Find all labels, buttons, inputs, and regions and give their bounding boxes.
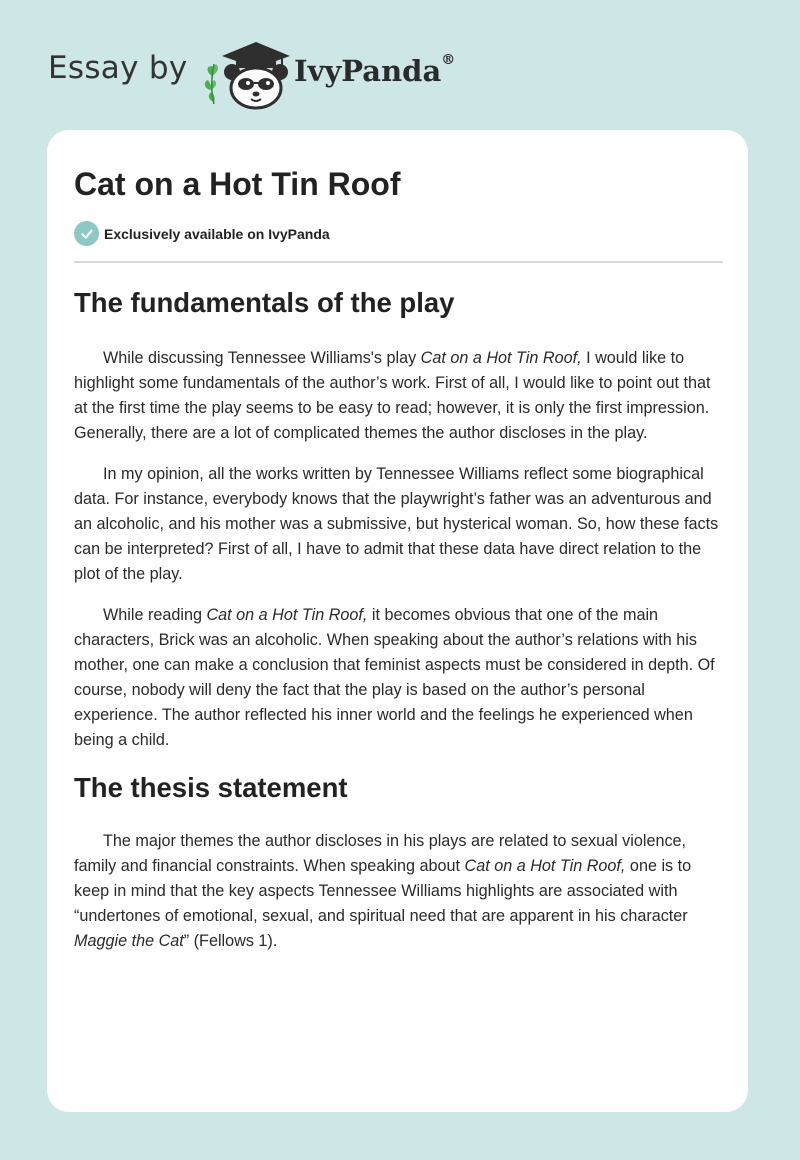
character-name: Maggie the Cat [74,932,184,950]
paragraph: The major themes the author discloses in his plays are related to sexual violence, family and financial constraints. When speaking about Cat on a Hot Tin Roof, one is to keep in mind that the key aspects Tennessee Williams highlights are associated with “undertones of emotional, sexual, and spiritual need that are apparent in his character Maggie the Cat” (Fellows 1). [74,832,692,950]
play-title: Cat on a Hot Tin Roof, [464,857,626,875]
section-heading: The thesis statement [74,772,348,803]
check-icon [74,221,99,246]
paragraph: While discussing Tennessee Williams's play Cat on a Hot Tin Roof, I would like to highlight some fundamentals of the author’s work. First of all, I would like to point out that at the first time the play seems to be easy to read; however, it is only the first impression. Generally, there are a lot of complicated themes the author discloses in the play. [74,349,711,442]
essay-by-label: Essay by [48,50,188,86]
play-title: Cat on a Hot Tin Roof, [206,606,368,624]
section-heading: The fundamentals of the play [74,287,455,318]
divider [74,261,723,263]
exclusive-badge [74,221,330,246]
play-title: Cat on a Hot Tin Roof, [420,349,582,367]
paragraph: In my opinion, all the works written by Tennessee Williams reflect some biographical data. For instance, everybody knows that the playwright’s father was an adventurous and an alcoholic, and his mother was a submissive, but hysterical woman. So, how these facts can be interpreted? First of all, I have to admit that these data have direct relation to the plot of the play. [74,465,719,583]
panda-logo-icon [202,36,292,110]
page-title: Cat on a Hot Tin Roof [74,166,401,202]
badge-text: Exclusively available on IvyPanda [104,225,330,242]
brand-name: IvyPanda® [294,52,456,88]
essay-content [74,280,723,954]
essay-card [47,130,748,1112]
paragraph: While reading Cat on a Hot Tin Roof, it becomes obvious that one of the main characters, Brick was an alcoholic. When speaking about the author’s relations with his mother, one can make a conclusion that feminist aspects must be considered in depth. Of course, nobody will deny the fact that the play is based on the author’s personal experience. The author reflected his inner world and the feelings he experienced when being a child. [74,606,715,749]
site-header [48,30,508,110]
ivy-leaf-icon [205,64,218,104]
